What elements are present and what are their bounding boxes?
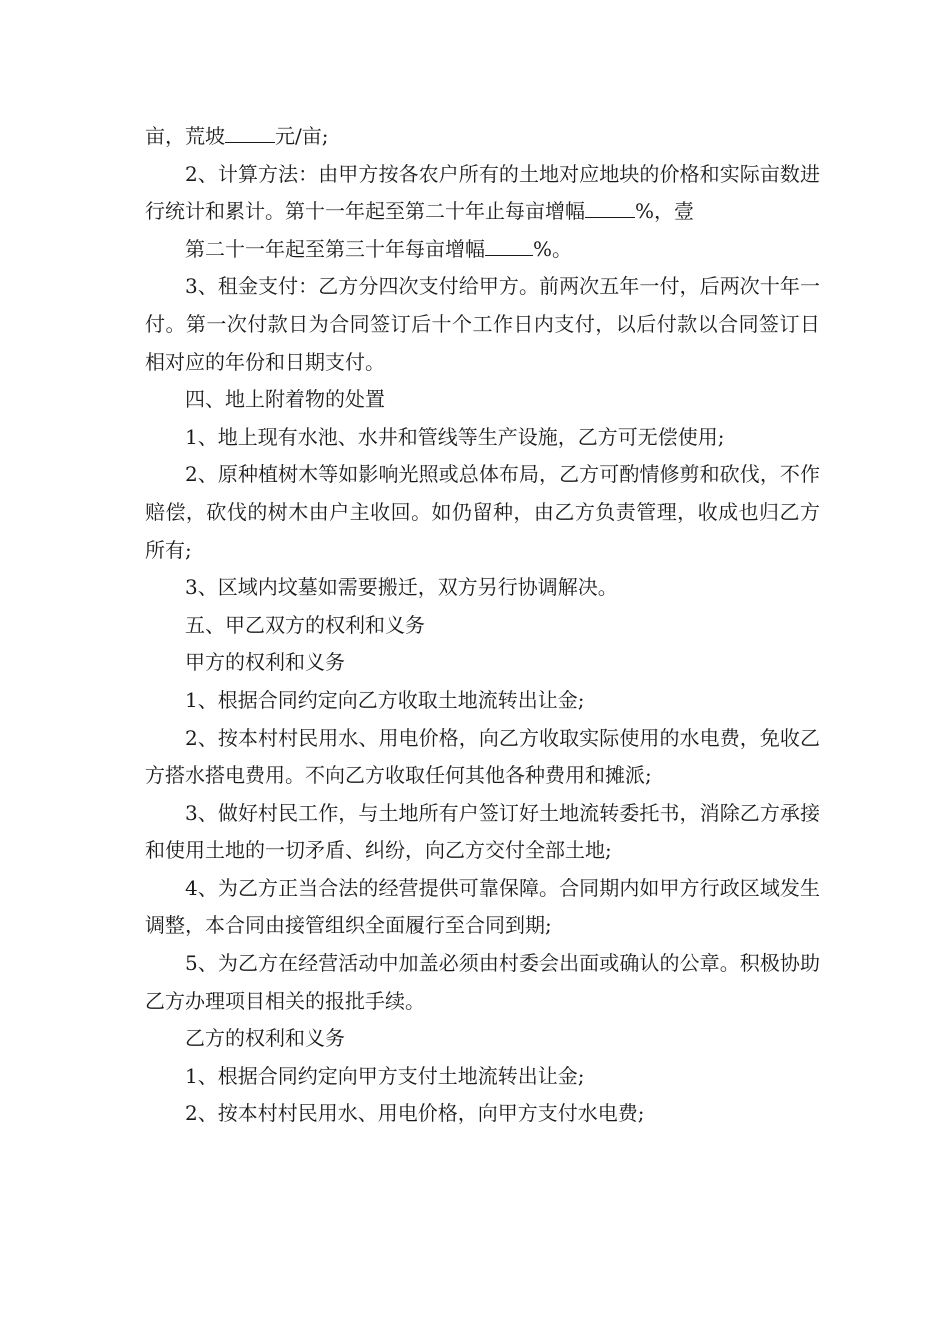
text-segment: 第二十一年起至第三十年每亩增幅 <box>185 236 485 261</box>
paragraph-party-a-1: 1、根据合同约定向乙方收取土地流转出让金; <box>185 687 585 712</box>
paragraph-attachment-1: 1、地上现有水池、水井和管线等生产设施，乙方可无偿使用; <box>185 424 725 449</box>
text-segment: %，壹 <box>635 199 695 224</box>
paragraph-party-a-3: 3、做好村民工作，与土地所有户签订好土地流转委托书，消除乙方承接和使用土地的一切矛盾、纠纷，向乙方交付全部土地; <box>145 800 820 863</box>
text-segment: 2、计算方法：由甲方按各农户所有的土地对应地块的价格和实际亩数进行统计和累计。第十一年起至第二十年止每亩增幅 <box>145 161 820 224</box>
fill-in-blank <box>485 233 533 256</box>
paragraph-attachment-3: 3、区域内坟墓如需要搬迁，双方另行协调解决。 <box>185 575 618 600</box>
paragraph-calc-method <box>145 156 820 231</box>
document-body <box>145 118 820 1133</box>
paragraph-party-b-1: 1、根据合同约定向甲方支付土地流转出让金; <box>185 1063 585 1088</box>
text-segment: 元/亩; <box>275 124 329 148</box>
paragraph-party-b-2: 2、按本村村民用水、用电价格，向甲方支付水电费; <box>185 1101 645 1126</box>
paragraph-party-a-2: 2、按本村村民用水、用电价格，向乙方收取实际使用的水电费，免收乙方搭水搭电费用。不向乙方收取任何其他各种费用和摊派; <box>145 725 820 788</box>
paragraph-price-wasteland <box>145 118 820 156</box>
fill-in-blank <box>585 195 635 218</box>
section-heading-rights: 五、甲乙双方的权利和义务 <box>185 612 425 637</box>
subheading-party-a: 甲方的权利和义务 <box>185 650 345 675</box>
paragraph-party-a-5: 5、为乙方在经营活动中加盖必须由村委会出面或确认的公章。积极协助乙方办理项目相关的报批手续。 <box>145 951 820 1013</box>
text-segment: 亩，荒坡 <box>145 124 225 148</box>
text-segment: %。 <box>533 236 573 261</box>
section-heading-attachments: 四、地上附着物的处置 <box>185 387 385 412</box>
paragraph-rent-payment: 3、租金支付：乙方分四次支付给甲方。前两次五年一付，后两次十年一付。第一次付款日为合同签订后十个工作日内支付，以后付款以合同签订日相对应的年份和日期支付。 <box>145 274 820 374</box>
paragraph-attachment-2: 2、原种植树木等如影响光照或总体布局，乙方可酌情修剪和砍伐，不作赔偿，砍伐的树木由户主收回。如仍留种，由乙方负责管理，收成也归乙方所有; <box>145 462 820 562</box>
fill-in-blank <box>225 120 275 143</box>
paragraph-increase-21-30 <box>145 231 820 269</box>
subheading-party-b: 乙方的权利和义务 <box>185 1026 345 1051</box>
paragraph-party-a-4: 4、为乙方正当合法的经营提供可靠保障。合同期内如甲方行政区域发生调整，本合同由接管组织全面履行至合同到期; <box>145 875 820 938</box>
